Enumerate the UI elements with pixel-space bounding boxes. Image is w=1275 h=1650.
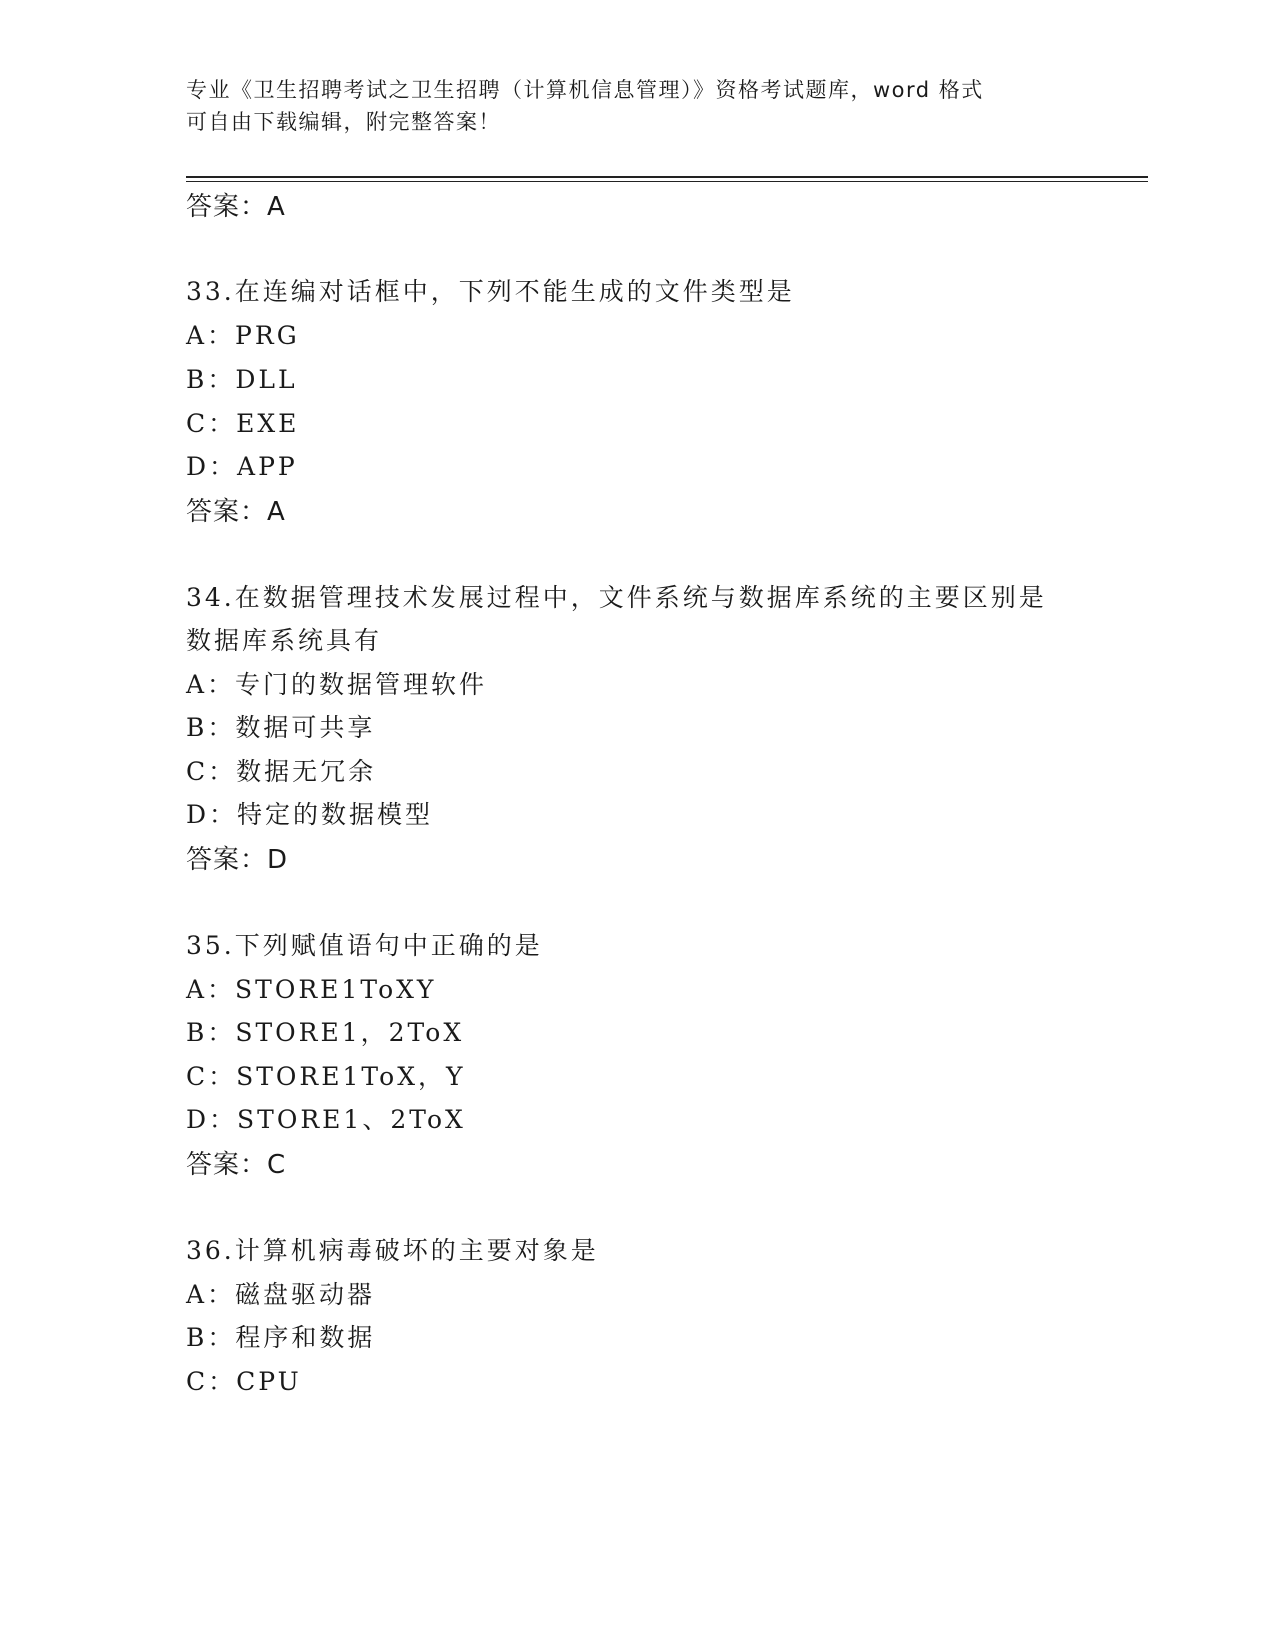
page-header [186, 74, 1066, 138]
header-divider-thick [186, 176, 1148, 178]
header-line-1: 专业《卫生招聘考试之卫生招聘（计算机信息管理）》资格考试题库，word 格式 [186, 78, 984, 102]
header-divider-thin [186, 181, 1148, 182]
question-33-option-c: C：EXE [186, 409, 300, 438]
question-34-option-d: D：特定的数据模型 [186, 800, 434, 829]
question-33-stem: 33.在连编对话框中，下列不能生成的文件类型是 [186, 277, 795, 306]
question-35-option-c: C：STORE1ToX，Y [186, 1062, 466, 1091]
answer-q33: 答案：A [186, 497, 286, 527]
question-34-option-a: A：专门的数据管理软件 [186, 670, 488, 699]
answer-q32: 答案：A [186, 192, 286, 222]
question-35-stem: 35.下列赋值语句中正确的是 [186, 931, 543, 960]
question-34-stem-line-1: 34.在数据管理技术发展过程中，文件系统与数据库系统的主要区别是 [186, 583, 1047, 612]
question-35-option-a: A：STORE1ToXY [186, 975, 437, 1004]
question-33-option-a: A：PRG [186, 321, 300, 350]
answer-q34: 答案：D [186, 845, 289, 875]
question-36-option-a: A：磁盘驱动器 [186, 1280, 376, 1309]
question-34-option-b: B：数据可共享 [186, 713, 376, 742]
question-36-stem: 36.计算机病毒破坏的主要对象是 [186, 1236, 599, 1265]
question-33-option-b: B：DLL [186, 365, 298, 394]
question-36-option-b: B：程序和数据 [186, 1323, 376, 1352]
question-35-option-b: B：STORE1，2ToX [186, 1018, 465, 1047]
question-35-option-d: D：STORE1、2ToX [186, 1105, 466, 1134]
header-line-2: 可自由下载编辑，附完整答案！ [186, 110, 501, 134]
answer-q35: 答案：C [186, 1150, 287, 1180]
question-34-option-c: C：数据无冗余 [186, 757, 377, 786]
question-34-stem-line-2: 数据库系统具有 [186, 626, 383, 655]
question-36-option-c: C：CPU [186, 1367, 302, 1396]
question-33-option-d: D：APP [186, 452, 298, 481]
